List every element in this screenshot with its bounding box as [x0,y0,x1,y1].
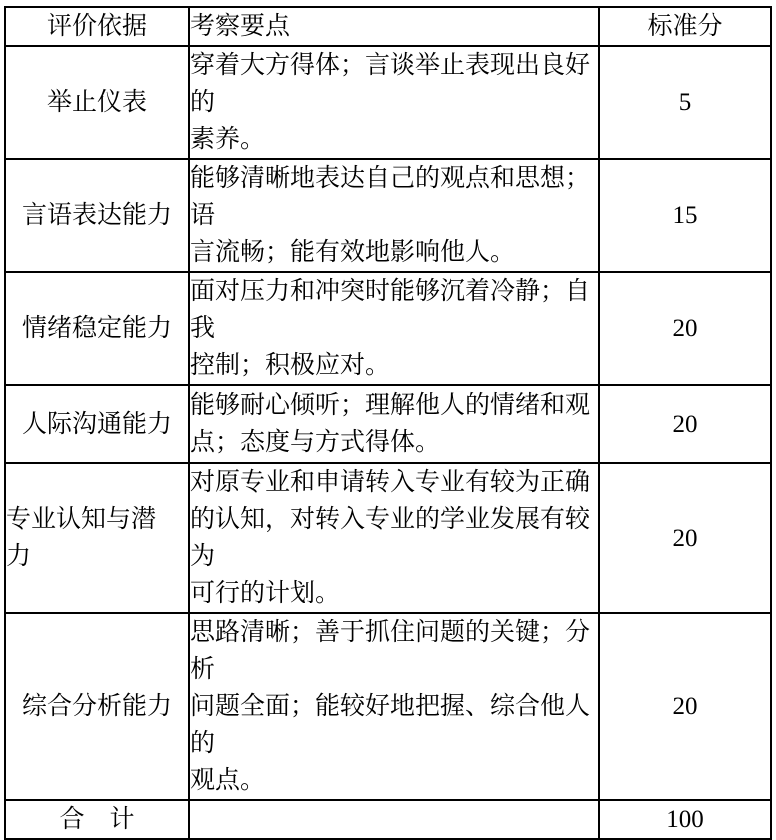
header-basis: 评价依据 [5,7,189,46]
table-row [5,159,771,272]
row-basis: 综合分析能力 [5,613,189,800]
header-points: 考察要点 [189,7,599,46]
row-points: 思路清晰；善于抓住问题的关键；分析 问题全面；能较好地把握、综合他人的 观点。 [189,613,599,800]
row-score: 5 [599,46,771,159]
row-score: 20 [599,272,771,385]
row-points: 穿着大方得体；言谈举止表现出良好的 素养。 [189,46,599,159]
evaluation-table [4,6,772,840]
row-basis: 举止仪表 [5,46,189,159]
row-basis: 专业认知与潜 力 [5,463,189,613]
table-footer-row [5,800,771,839]
table-row [5,613,771,800]
row-points: 对原专业和申请转入专业有较为正确 的认知，对转入专业的学业发展有较为 可行的计划。 [189,463,599,613]
footer-score: 100 [599,800,771,839]
row-basis: 人际沟通能力 [5,385,189,463]
row-score: 20 [599,385,771,463]
row-points: 能够清晰地表达自己的观点和思想；语 言流畅；能有效地影响他人。 [189,159,599,272]
row-points: 面对压力和冲突时能够沉着冷静；自我 控制；积极应对。 [189,272,599,385]
footer-basis: 合 计 [5,800,189,839]
table-row [5,272,771,385]
table-row [5,463,771,613]
row-score: 20 [599,613,771,800]
row-score: 15 [599,159,771,272]
row-basis: 情绪稳定能力 [5,272,189,385]
table-row [5,385,771,463]
footer-points [189,800,599,839]
table-header-row [5,7,771,46]
table-row [5,46,771,159]
header-score: 标准分 [599,7,771,46]
row-basis: 言语表达能力 [5,159,189,272]
row-score: 20 [599,463,771,613]
row-points: 能够耐心倾听；理解他人的情绪和观 点；态度与方式得体。 [189,385,599,463]
